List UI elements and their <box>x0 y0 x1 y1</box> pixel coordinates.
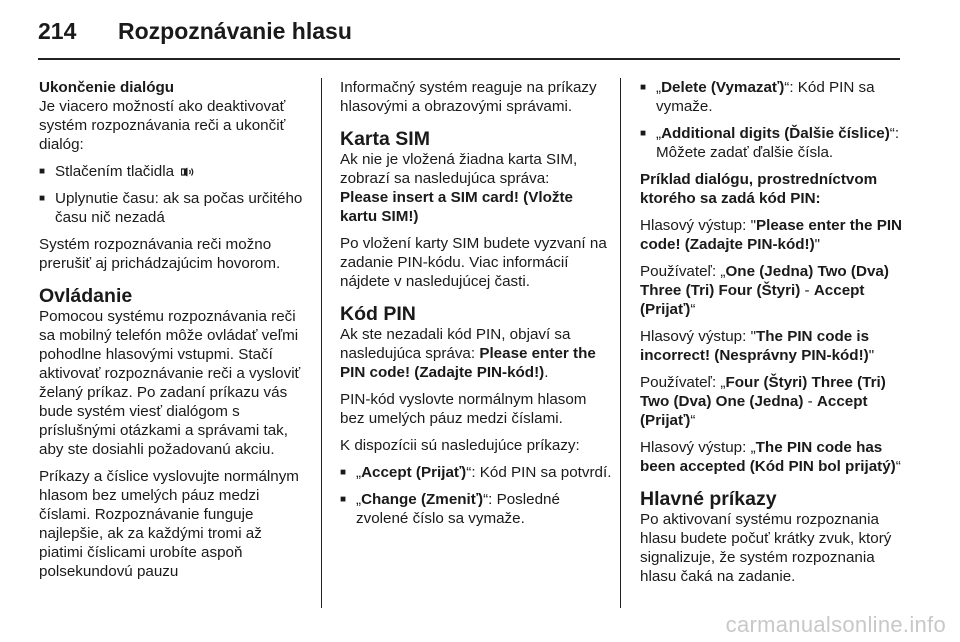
paragraph: Ak ste nezadali kód PIN, objaví sa nasledujúca správa: Please enter the PIN code! (Zadajte PIN-kód!). <box>340 326 596 381</box>
paragraph: Príkazy a číslice vyslovujte normálnym hlasom bez umelých páuz medzi číslami. Rozpoznávanie funguje najlepšie, ak za každými tromi až piatimi číslicami urobíte aspoň polsekundovú pauzu <box>39 468 299 580</box>
section-heading-control: Ovládanie <box>39 285 133 307</box>
column-divider <box>321 78 322 608</box>
paragraph: PIN-kód vyslovte normálnym hlasom bez umelých páuz medzi číslami. <box>340 391 587 427</box>
pin-message: Please enter the PIN code! (Zadajte PIN-kód!) <box>340 345 596 381</box>
list-item: ■ „Delete (Vymazať)“: Kód PIN sa vymaže. <box>640 79 875 115</box>
example-heading: Príklad dialógu, prostredníctvom ktorého sa zadá kód PIN: <box>640 171 878 207</box>
command-name: Accept (Prijať) <box>361 464 467 481</box>
paragraph: K dispozícii sú nasledujúce príkazy: <box>340 437 580 454</box>
dialog-line: Hlasový výstup: „The PIN code has been accepted (Kód PIN bol prijatý)“ <box>640 439 901 475</box>
sim-message: Please insert a SIM card! (Vložte kartu SIM!) <box>340 189 573 225</box>
dialog-line: Používateľ: „One (Jedna) Two (Dva) Three (Tri) Four (Štyri) - Accept (Prijať)“ <box>640 263 889 318</box>
command-name: Change (Zmeniť) <box>361 491 484 508</box>
section-heading-main-commands: Hlavné príkazy <box>640 488 777 510</box>
list-item-text: Stlačením tlačidla <box>55 163 175 180</box>
bullet-icon: ■ <box>640 82 647 93</box>
paragraph: Systém rozpoznávania reči možno prerušiť aj prichádzajúcim hovorom. <box>39 236 281 272</box>
dialog-line: Používateľ: „Four (Štyri) Three (Tri) Two (Dva) One (Jedna) - Accept (Prijať)“ <box>640 374 886 429</box>
column-left <box>39 78 307 581</box>
page-number: 214 <box>38 18 77 44</box>
command-name: Additional digits (Ďalšie číslice) <box>661 125 890 142</box>
paragraph: Po aktivovaní systému rozpoznania hlasu budete počuť krátky zvuk, ktorý signalizuje, že systém rozpoznania hlasu čaká na zadanie. <box>640 511 892 585</box>
section-heading-sim: Karta SIM <box>340 128 430 150</box>
bullet-icon: ■ <box>39 166 46 177</box>
bullet-icon: ■ <box>640 128 647 139</box>
watermark-text: carmanualsonline.info <box>725 612 946 637</box>
section-heading-pin: Kód PIN <box>340 303 416 325</box>
bullet-icon: ■ <box>340 494 347 505</box>
header-divider <box>38 58 900 60</box>
bullet-icon: ■ <box>39 193 46 204</box>
paragraph: Po vložení karty SIM budete vyzvaní na zadanie PIN-kódu. Viac informácií nájdete v nasledujúcej časti. <box>340 235 607 290</box>
bullet-icon: ■ <box>340 467 347 478</box>
list-item: ■ „Accept (Prijať)“: Kód PIN sa potvrdí. <box>340 464 612 481</box>
section-heading-end-dialog: Ukončenie dialógu <box>39 79 175 96</box>
column-middle <box>340 78 612 536</box>
paragraph: Pomocou systému rozpoznávania reči sa mobilný telefón môže ovládať veľmi pohodlne hlasovými vstupmi. Stačí aktivovať rozpoznávanie reči a vysloviť želaný príkaz. Po zadaní príkazu vás bude systém viesť dialógom s príslušnými otázkami a správami tak, aby ste dosiahli požadovanú akciu. <box>39 308 301 458</box>
paragraph: Je viacero možností ako deaktivovať systém rozpoznávania reči a ukončiť dialóg: <box>39 98 286 153</box>
list-item: ■ „Change (Zmeniť)“: Posledné zvolené číslo sa vymaže. <box>340 491 560 527</box>
column-right <box>640 78 908 594</box>
page-header <box>38 0 900 56</box>
paragraph: Ak nie je vložená žiadna karta SIM, zobrazí sa nasledujúca správa: <box>340 151 578 187</box>
command-name: Delete (Vymazať) <box>661 79 785 96</box>
column-divider <box>620 78 621 608</box>
voice-button-icon <box>181 167 195 177</box>
list-item-text: Uplynutie času: ak sa počas určitého času nič nezadá <box>55 190 303 226</box>
list-item <box>39 189 307 227</box>
dialog-line: Hlasový výstup: "The PIN code is incorrect! (Nesprávny PIN-kód!)" <box>640 328 875 364</box>
dialog-line: Hlasový výstup: "Please enter the PIN code! (Zadajte PIN-kód!)" <box>640 217 903 253</box>
list-item: ■ „Additional digits (Ďalšie číslice)“: Môžete zadať ďalšie čísla. <box>640 125 900 161</box>
list-item <box>39 162 307 181</box>
chapter-title: Rozpoznávanie hlasu <box>118 18 352 44</box>
paragraph: Informačný systém reaguje na príkazy hlasovými a obrazovými správami. <box>340 79 597 115</box>
